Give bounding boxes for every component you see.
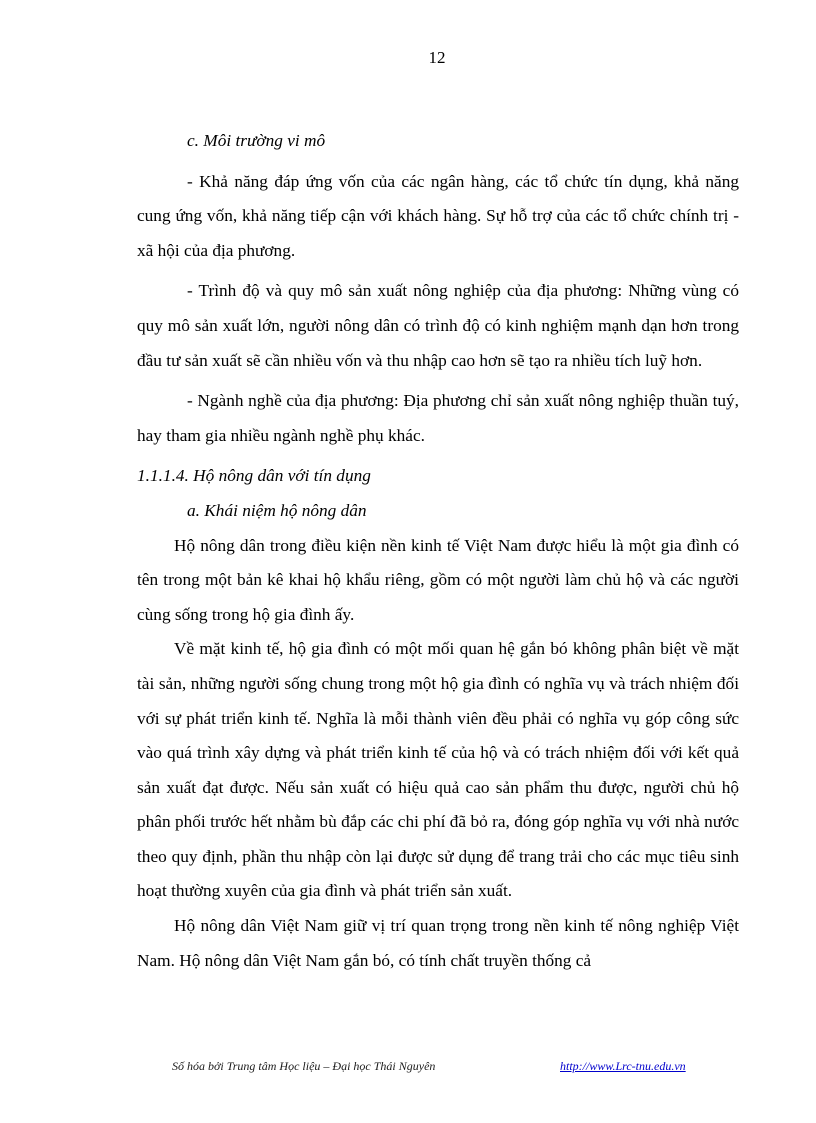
paragraph-c2: - Trình độ và quy mô sản xuất nông nghiệp của địa phương: Những vùng có quy mô sản xuất lớn, người nông dân có trình độ có kinh nghiệm mạnh dạn hơn trong đầu tư sản xuất sẽ cần nhiều vốn và thu nhập cao hơn sẽ tạo ra nhiều tích luỹ hơn. — [137, 281, 739, 370]
paragraph-a1: Hộ nông dân trong điều kiện nền kinh tế Việt Nam được hiểu là một gia đình có tên trong một bản kê khai hộ khẩu riêng, gồm có một người làm chủ hộ và các người cùng sống trong hộ gia đình ấy. — [137, 535, 739, 624]
section-heading: 1.1.1.4. Hộ nông dân với tín dụng — [137, 466, 371, 486]
paragraph-c3: - Ngành nghề của địa phương: Địa phương chỉ sản xuất nông nghiệp thuần tuý, hay tham gia nhiều ngành nghề phụ khác. — [137, 391, 739, 445]
heading-c: c. Môi trường vi mô — [187, 131, 326, 150]
page-number: 12 — [428, 48, 446, 67]
paragraph-c1: - Khả năng đáp ứng vốn của các ngân hàng, các tổ chức tín dụng, khả năng cung ứng vốn, khả năng tiếp cận với khách hàng. Sự hỗ trợ của các tổ chức chính trị - xã hội của địa phương. — [137, 171, 739, 260]
paragraph-a3: Hộ nông dân Việt Nam giữ vị trí quan trọng trong nền kinh tế nông nghiệp Việt Nam. Hộ nông dân Việt Nam gắn bó, có tính chất truyền thống cả — [137, 916, 739, 970]
footer-credit: Số hóa bởi Trung tâm Học liệu – Đại học Thái Nguyên — [172, 1059, 436, 1073]
document-body — [137, 124, 739, 978]
footer-link[interactable]: http://www.Lrc-tnu.edu.vn — [560, 1059, 686, 1073]
paragraph-a2: Về mặt kinh tế, hộ gia đình có một mối quan hệ gắn bó không phân biệt về mặt tài sản, những người sống chung trong một hộ gia đình có nghĩa vụ và trách nhiệm đối với sự phát triển kinh tế. Nghĩa là mỗi thành viên đều phải có nghĩa vụ góp công sức vào quá trình xây dựng và phát triển kinh tế của hộ và có trách nhiệm đối với kết quả sản xuất đạt được. Nếu sản xuất có hiệu quả cao sản phẩm thu được, người chủ hộ phân phối trước hết nhằm bù đắp các chi phí đã bỏ ra, đóng góp nghĩa vụ với nhà nước theo quy định, phần thu nhập còn lại được sử dụng để trang trải cho các mục tiêu sinh hoạt thường xuyên của gia đình và phát triển sản xuất. — [137, 639, 739, 901]
heading-a: a. Khái niệm hộ nông dân — [187, 500, 367, 520]
